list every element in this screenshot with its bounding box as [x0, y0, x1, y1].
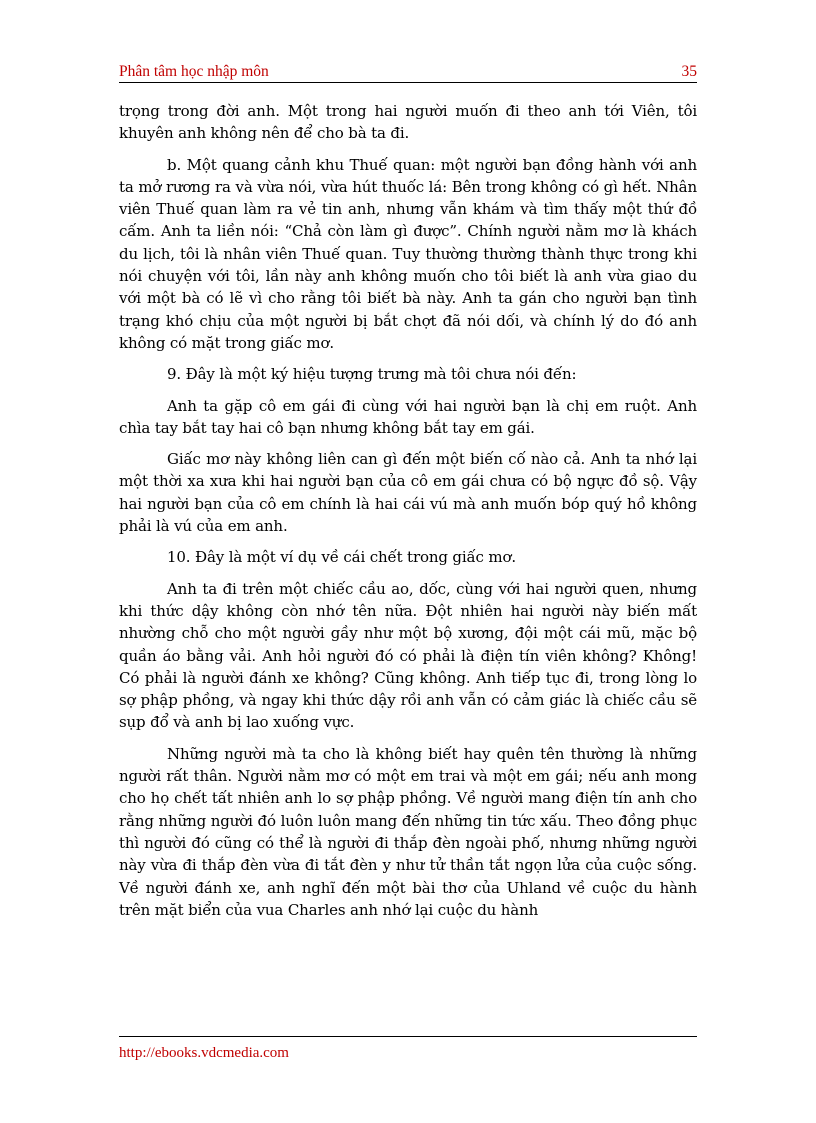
paragraph: trọng trong đời anh. Một trong hai người muốn đi theo anh tới Viên, tôi khuyên anh không nên để cho bà ta đi. — [119, 102, 697, 143]
paragraph: 10. Đây là một ví dụ về cái chết trong giấc mơ. — [167, 548, 517, 567]
paragraph: b. Một quang cảnh khu Thuế quan: một người bạn đồng hành với anh ta mở rương ra và vừa nói, vừa hút thuốc lá: Bên trong không có gì hết. Nhân viên Thuế quan làm ra vẻ tin anh, nhưng vẫn khám và tìm thấy một thứ đồ cấm. Anh ta liền nói: “Chả còn làm gì được”. Chính người nằm mơ là khách du lịch, tôi là nhân viên Thuế quan. Tuy thường thường thành thực trong khi nói chuyện với tôi, lần này anh không muốn cho tôi biết là anh vừa giao du với một bà có lẽ vì cho rằng tôi biết bà này. Anh ta gán cho người bạn tình trạng khó chịu của một người bị bắt chợt đã nói dối, và chính lý do đó anh không có mặt trong giấc mơ. — [119, 155, 697, 352]
page-number: 35 — [681, 63, 697, 80]
paragraph: Giấc mơ này không liên can gì đến một biến cố nào cả. Anh ta nhớ lại một thời xa xưa khi hai người bạn của cô em gái chưa có bộ ngực đồ sộ. Vậy hai người bạn của cô em chính là hai cái vú mà anh muốn bóp quý hồ không phải là vú của em anh. — [119, 450, 697, 536]
paragraph: Anh ta gặp cô em gái đi cùng với hai người bạn là chị em ruột. Anh chìa tay bắt tay hai cô bạn nhưng không bắt tay em gái. — [119, 396, 697, 437]
paragraph: Những người mà ta cho là không biết hay quên tên thường là những người rất thân. Người nằm mơ có một em trai và một em gái; nếu anh mong cho họ chết tất nhiên anh lo sợ phập phồng. Về người mang điện tín anh cho rằng những người đó luôn luôn mang đến những tin tức xấu. Theo đồng phục thì người đó cũng có thể là người đi thắp đèn ngoài phố, nhưng những người này vừa đi thắp đèn vừa đi tắt đèn y như tử thần tắt ngọn lửa của cuộc sống. Về người đánh xe, anh nghĩ đến một bài thơ của Uhland về cuộc du hành trên mặt biển của vua Charles anh nhớ lại cuộc du hành — [119, 744, 697, 919]
paragraph: 9. Đây là một ký hiệu tượng trưng mà tôi chưa nói đến: — [167, 365, 577, 384]
book-title: Phân tâm học nhập môn — [119, 63, 269, 80]
footer-url-link[interactable]: http://ebooks.vdcmedia.com — [119, 1045, 289, 1061]
page-body — [119, 100, 697, 930]
paragraph: Anh ta đi trên một chiếc cầu ao, dốc, cùng với hai người quen, nhưng khi thức dậy không còn nhớ tên nữa. Đột nhiên hai người này biến mất nhường chỗ cho một người gầy như một bộ xương, đội một cái mũ, mặc bộ quần áo bằng vải. Anh hỏi người đó có phải là điện tín viên không? Không! Có phải là người đánh xe không? Cũng không. Anh tiếp tục đi, trong lòng lo sợ phập phồng, và ngay khi thức dậy rồi anh vẫn có cảm giác là chiếc cầu sẽ sụp đổ và anh bị lao xuống vực. — [119, 579, 697, 732]
running-header — [119, 62, 697, 83]
page-footer — [119, 1036, 697, 1062]
